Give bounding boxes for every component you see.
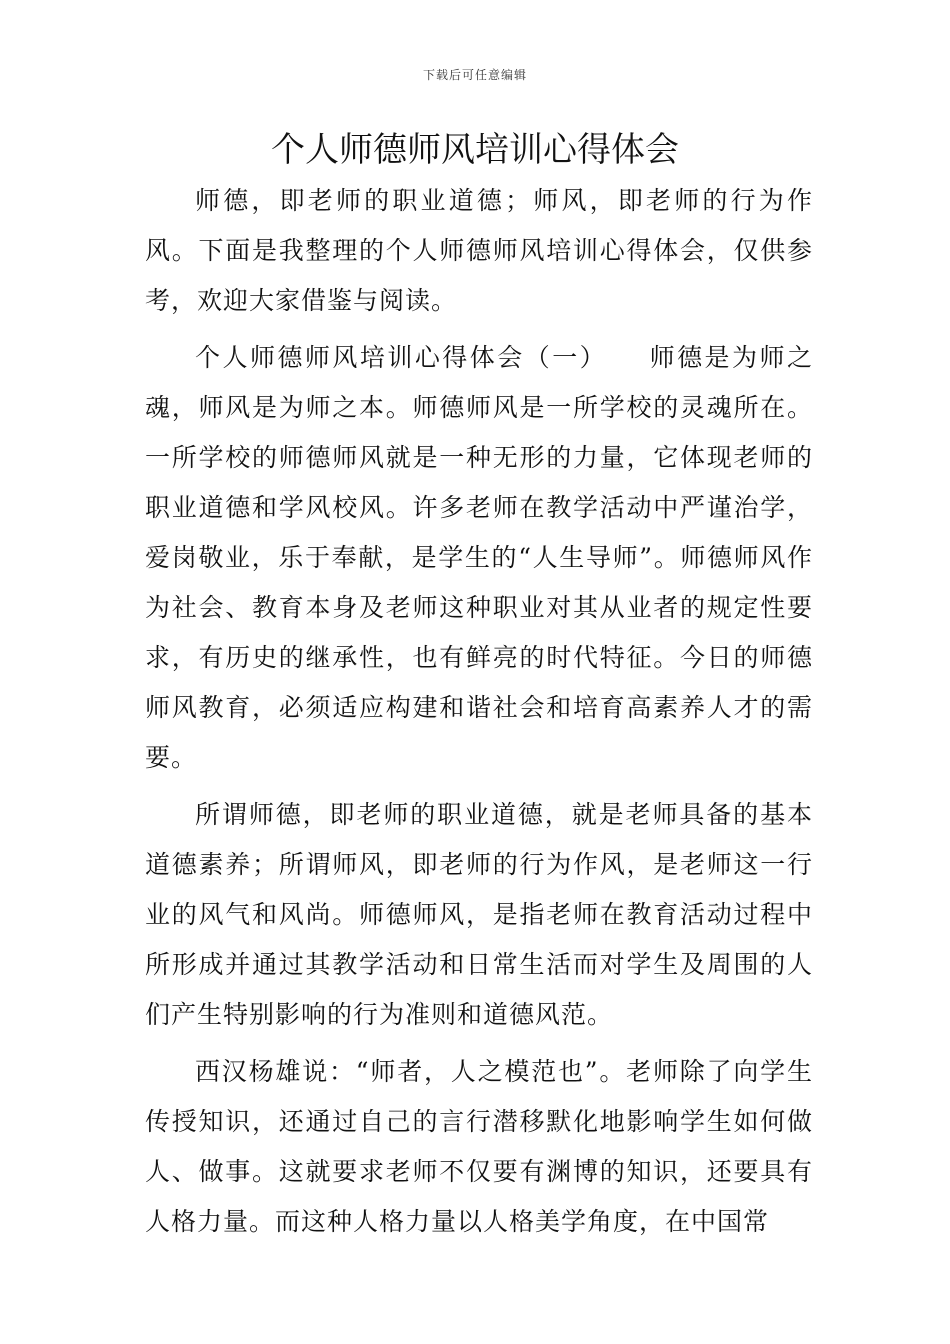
paragraph-intro: 师德，即老师的职业道德；师风，即老师的行为作风。下面是我整理的个人师德师风培训心得体会，仅供参考，欢迎大家借鉴与阅读。 (145, 186, 813, 315)
document-title: 个人师德师风培训心得体会 (271, 130, 679, 170)
document-body (145, 176, 813, 1254)
paragraph-3: 西汉杨雄说：“师者，人之模范也”。老师除了向学生传授知识，还通过自己的言行潜移默化地影响学生如何做人、做事。这就要求老师不仅要有渊博的知识，还要具有人格力量。而这种人格力量以人格美学角度，在中国常 (145, 1057, 813, 1236)
paragraph-1: 个人师德师风培训心得体会（一） 师德是为师之魂，师风是为师之本。师德师风是一所学校的灵魂所在。一所学校的师德师风就是一种无形的力量，它体现老师的职业道德和学风校风。许多老师在教学活动中严谨治学，爱岗敬业，乐于奉献，是学生的“人生导师”。师德师风作为社会、教育本身及老师这种职业对其从业者的规定性要求，有历史的继承性，也有鲜亮的时代特征。今日的师德师风教育，必须适应构建和谐社会和培育高素养人才的需要。 (145, 343, 813, 772)
header-note: 下载后可任意编辑 (422, 68, 527, 82)
paragraph-2: 所谓师德，即老师的职业道德，就是老师具备的基本道德素养；所谓师风，即老师的行为作风，是老师这一行业的风气和风尚。师德师风，是指老师在教育活动过程中所形成并通过其教学活动和日常生活而对学生及周围的人们产生特别影响的行为准则和道德风范。 (145, 800, 813, 1029)
